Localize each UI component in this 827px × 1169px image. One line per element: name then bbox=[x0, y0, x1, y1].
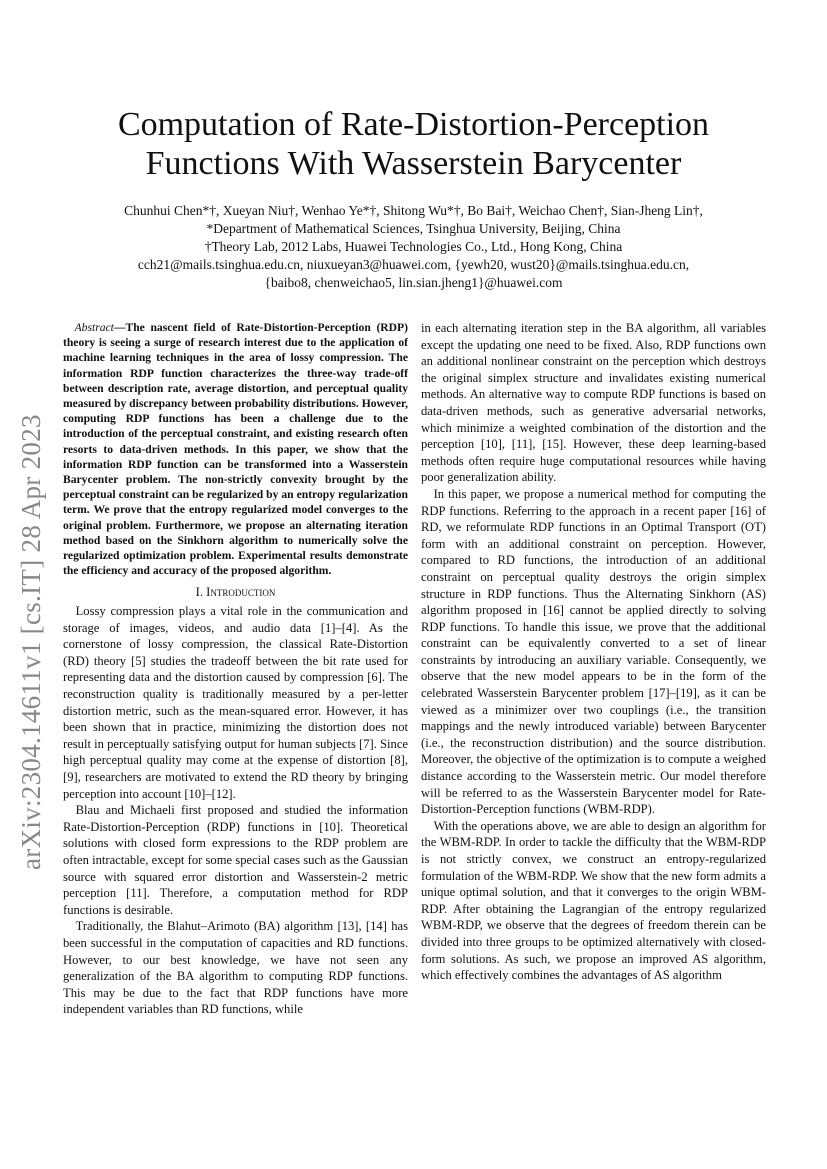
abstract-label: Abstract bbox=[74, 321, 114, 334]
author-list: Chunhui Chen*†, Xueyan Niu†, Wenhao Ye*†, Shitong Wu*†, Bo Bai†, Weichao Chen†, Sian-Jheng Lin†, bbox=[124, 203, 703, 218]
paper-title bbox=[60, 105, 767, 183]
left-column bbox=[63, 320, 408, 1018]
affiliation: †Theory Lab, 2012 Labs, Huawei Technologies Co., Ltd., Hong Kong, China bbox=[204, 239, 623, 254]
title-line: Functions With Wasserstein Barycenter bbox=[145, 145, 682, 182]
paragraph: In this paper, we propose a numerical method for computing the RDP functions. Referring to the approach in a recent paper [16] of RD, we reformulate RDP functions in an Optimal Transport (OT) form with an additional constraint on perception. However, compared to RD functions, the introduction of an additional constraint on perceptual quality destroys the origin simplex structure in RDP functions. Thus the Alternating Sinkhorn (AS) algorithm proposed in [16] cannot be applied directly to solving RDP functions. To handle this issue, we prove that the additional constraint can be equivalently converted to a set of linear constraints by introducing an auxiliary variable. Consequently, we observe that the new model appears to be in the form of the celebrated Wasserstein Barycenter problem [17]–[19], as it can be viewed as a minimizer over two couplings (i.e., the transition mappings and the newly introduced variable) between Barycenter (i.e., the reconstruction distribution) and the source distribution. Moreover, the objective of the optimization is to compute a weighed distance according to the Wasserstein metric. Our model therefore will be referred to as the Wasserstein Barycenter model for Rate-Distortion-Perception functions (WBM-RDP). bbox=[421, 486, 766, 817]
emails: cch21@mails.tsinghua.edu.cn, niuxueyan3@huawei.com, {yewh20, wust20}@mails.tsinghua.edu.cn, bbox=[137, 257, 690, 272]
emails: {baibo8, chenweichao5, lin.sian.jheng1}@huawei.com bbox=[264, 275, 563, 290]
abstract bbox=[63, 320, 408, 578]
paragraph: With the operations above, we are able to design an algorithm for the WBM-RDP. In order to tackle the difficulty that the WBM-RDP is not strictly convex, we construct an entropy-regularized formulation of the WBM-RDP. We show that the new form admits a unique optimal solution, and that it converges to the origin WBM-RDP. After obtaining the Lagrangian of the entropy regularized WBM-RDP, we observe that the degrees of freedom therein can be divided into three groups to be optimized alternatively with closed-form solutions. As such, we propose an improved AS algorithm, which effectively combines the advantages of AS algorithm bbox=[421, 818, 766, 983]
right-column bbox=[421, 320, 766, 984]
arxiv-identifier: arXiv:2304.14611v1 [cs.IT] 28 Apr 2023 bbox=[16, 414, 46, 870]
section-heading: I. Introduction bbox=[195, 585, 276, 600]
affiliation: *Department of Mathematical Sciences, Tsinghua University, Beijing, China bbox=[206, 221, 621, 236]
title-line: Computation of Rate-Distortion-Perception bbox=[117, 106, 710, 143]
paragraph: Traditionally, the Blahut–Arimoto (BA) algorithm [13], [14] has been successful in the computation of capacities and RD functions. However, to our best knowledge, we have not seen any generalization of the BA algorithm to computing RDP functions. This may be due to the fact that RDP functions have more independent variables than RD functions, while bbox=[63, 919, 408, 1017]
author-block bbox=[40, 202, 787, 292]
abstract-text: —The nascent field of Rate-Distortion-Perception (RDP) theory is seeing a surge of research interest due to the application of machine learning techniques in the area of lossy compression. The information RDP function characterizes the three-way trade-off between description rate, average distortion, and perceptual quality measured by discrepancy between probability distributions. However, computing RDP functions has been a challenge due to the introduction of the perceptual constraint, and existing research often resorts to data-driven methods. In this paper, we show that the information RDP function can be transformed into a Wasserstein Barycenter problem. The non-strictly convexity brought by the perceptual constraint can be regularized by an entropy regularization term. We prove that the entropy regularized model converges to the original problem. Furthermore, we propose an alternating iteration method based on the Sinkhorn algorithm to numerically solve the regularized optimization problem. Experimental results demonstrate the efficiency and accuracy of the proposed algorithm. bbox=[63, 321, 408, 578]
paragraph: in each alternating iteration step in the BA algorithm, all variables except the updating one need to be fixed. Also, RDP functions own an additional nonlinear constraint on the perception which destroys the original simplex structure and invalidates existing numerical methods. An alternative way to compute RDP functions is based on data-driven methods, such as generative adversarial networks, which minimize a weighted combination of the distortion and the perception [10], [11], [15]. However, these deep learning-based methods often require huge computational resources while having poor generalization ability. bbox=[421, 321, 766, 485]
paragraph: Lossy compression plays a vital role in the communication and storage of images, videos, and audio data [1]–[4]. As the cornerstone of lossy compression, the classical Rate-Distortion (RD) theory [5] studies the tradeoff between the bit rate used for representing data and the distortion caused by compression [6]. The reconstruction quality is traditionally measured by a per-letter distortion metric, such as the mean-squared error. However, it has been shown that in practice, minimizing the distortion does not result in perceptually satisfying output for human subjects [7]. Since high perceptual quality may come at the expense of distortion [8], [9], researchers are motivated to extend the RD theory by bringing perception into account [10]–[12]. bbox=[63, 604, 408, 801]
paragraph: Blau and Michaeli first proposed and studied the information Rate-Distortion-Perception (RDP) functions in [10]. Theoretical solutions with closed form expressions to the RDP problem are often intractable, except for some special cases such as the Gaussian source with squared error distortion and Wasserstein-2 metric perception [11]. Therefore, a computation method for RDP functions is desirable. bbox=[63, 803, 408, 917]
